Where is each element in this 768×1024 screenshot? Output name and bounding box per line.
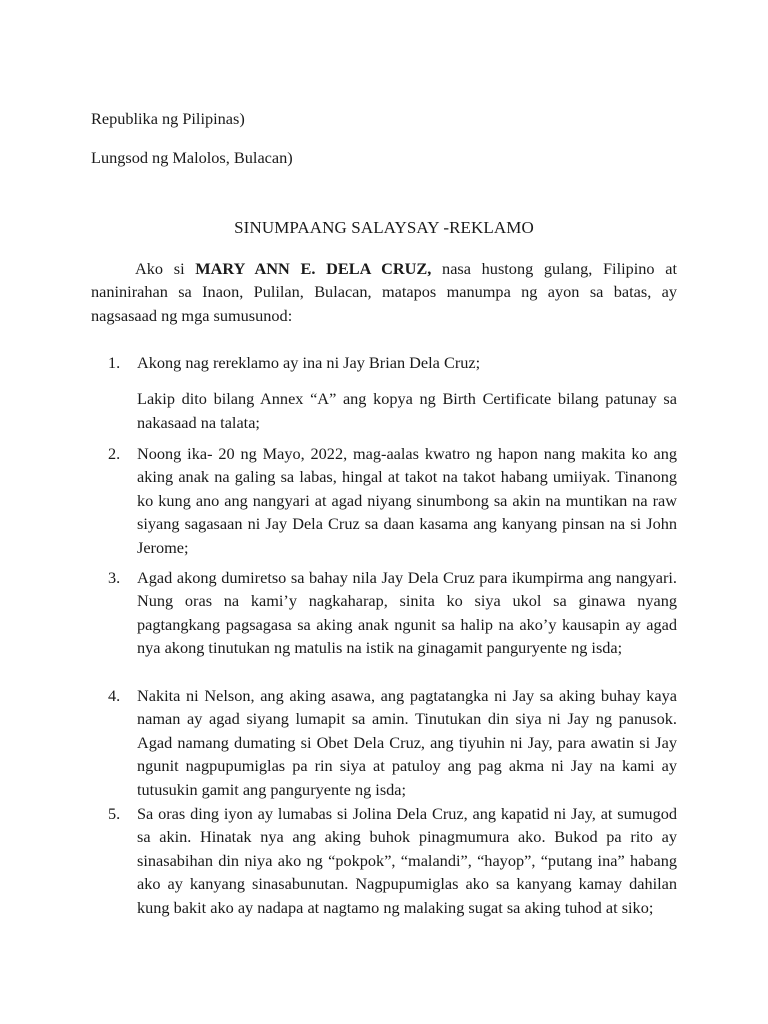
- item-paragraph: Sa oras ding iyon ay lumabas si Jolina Dela Cruz, ang kapatid ni Jay, at sumugod sa akin. Hinatak nya ang aking buhok pinagmumura ako. Bukod pa rito ay sinasabihan din niya ako ng “pokpok”, “malandi”, “hayop”, “putang ina” habang ako ay kanyang sinasabunutan. Nagpupumiglas ako sa kanyang kamay dahilan kung bakit ako ay nadapa at nagtamo ng malaking sugat sa aking tuhod at siko;: [137, 804, 677, 917]
- item-number: 4.: [108, 686, 121, 705]
- list-item-4: [91, 684, 677, 801]
- header-republic: Republika ng Pilipinas): [91, 109, 245, 128]
- item-number: 1.: [108, 353, 121, 372]
- list-item-1: [91, 351, 677, 434]
- header-city: Lungsod ng Malolos, Bulacan): [91, 148, 293, 167]
- item-paragraph: Nakita ni Nelson, ang aking asawa, ang pagtatangka ni Jay sa aking buhay kaya naman ay agad siyang lumapit sa amin. Tinutukan din siya ni Jay ng panusok. Agad namang dumating si Obet Dela Cruz, ang tiyuhin ni Jay, para awatin si Jay ngunit nagpupumiglas pa rin siya at patuloy ang pag akma ni Jay na kami ay tutusukin gamit ang panguryente ng isda;: [137, 686, 677, 799]
- list-item-2: [91, 442, 677, 559]
- item-paragraph: Noong ika- 20 ng Mayo, 2022, mag-aalas kwatro ng hapon nang makita ko ang aking anak na galing sa labas, hingal at takot na takot habang umiiyak. Tinanong ko kung ano ang nangyari at agad niyang sinumbong sa akin na muntikan na raw siyang sagasaan ni Jay Dela Cruz sa daan kasama ang kanyang pinsan na si John Jerome;: [137, 444, 677, 557]
- item-paragraph: Agad akong dumiretso sa bahay nila Jay Dela Cruz para ikumpirma ang nangyari. Nung oras na kami’y nagkaharap, sinita ko siya ukol sa ginawa nyang pagtangkang pagsagasa sa aking anak ngunit sa halip na ako’y kausapin ay agad nya akong tinutukan ng matulis na istik na ginagamit panguryente ng isda;: [137, 568, 677, 658]
- item-number: 5.: [108, 804, 121, 823]
- document-title: SINUMPAANG SALAYSAY -REKLAMO: [234, 218, 534, 237]
- item-number: 2.: [108, 444, 121, 463]
- item-paragraph: Lakip dito bilang Annex “A” ang kopya ng Birth Certificate bilang patunay sa nakasaad na talata;: [137, 389, 677, 432]
- intro-paragraph: [91, 257, 677, 327]
- item-paragraph: Akong nag rereklamo ay ina ni Jay Brian Dela Cruz;: [137, 353, 481, 372]
- item-number: 3.: [108, 568, 121, 587]
- intro-suffix: nasa hustong gulang, Filipino at naninirahan sa Inaon, Pulilan, Bulacan, matapos manumpa ng ayon sa batas, ay nagsasaad ng mga sumusunod:: [91, 259, 678, 325]
- intro-prefix: Ako si: [135, 259, 196, 278]
- list-item-3: [91, 566, 677, 660]
- complainant-name: MARY ANN E. DELA CRUZ,: [195, 259, 432, 278]
- list-item-5: [91, 802, 677, 919]
